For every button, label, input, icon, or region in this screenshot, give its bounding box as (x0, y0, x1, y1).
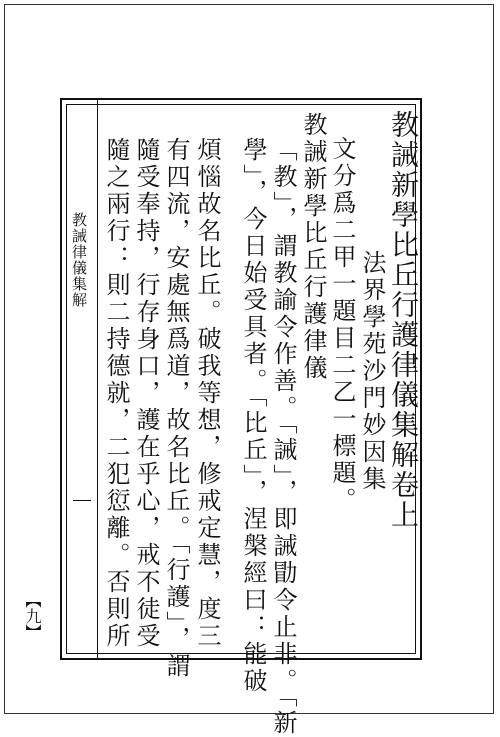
text-column-1: 文分爲二甲一題目二乙一標題。 (328, 136, 356, 514)
text-column-6: 有四流，安處無爲道，故名比丘。「行護」，謂 (162, 137, 190, 680)
banner-rule (97, 98, 98, 660)
text-column-3: 「教」，謂教諭令作善。「誡」，即誡勖令止非。「新 (269, 137, 297, 737)
page-number: 【九】 (23, 592, 42, 640)
text-column-5: 煩惱故名比丘。破我等想，修戒定慧，度三 (193, 137, 221, 650)
text-column-8: 隨之兩行：則二持德就，二犯愆離。否則所 (102, 137, 130, 650)
text-column-4: 學」，今日始受具者。「比丘」，涅槃經曰：能破 (239, 137, 267, 695)
text-column-2: 教誡新學比丘行護律儀 (299, 112, 327, 382)
book-title: 教誡新學比丘行護律儀集解卷上 (387, 110, 420, 530)
author-line: 法界學苑沙門妙因集 (358, 250, 386, 493)
banner-text: 教誡律儀集解 (70, 212, 88, 308)
banner-mark (73, 500, 91, 501)
text-column-7: 隨受奉持，行存身口，護在乎心，戒不徒受 (132, 137, 160, 650)
